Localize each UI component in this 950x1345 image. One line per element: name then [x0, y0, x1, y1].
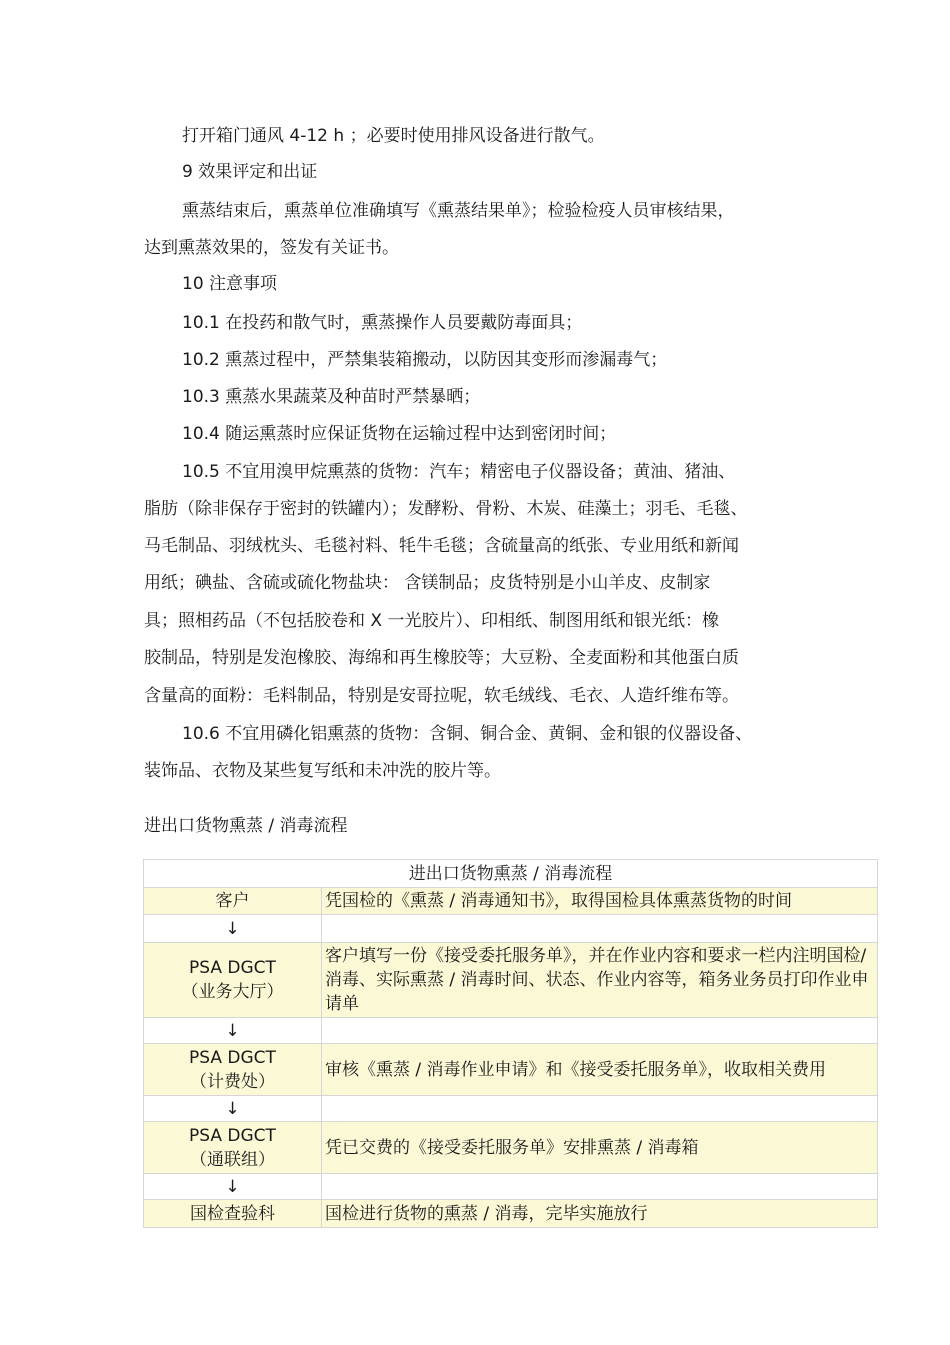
step-inspection: 国检查验科 [144, 1200, 322, 1228]
section-heading-10: 10 注意事项 [182, 274, 278, 294]
note-10-5-line-7: 含量高的面粉：毛料制品，特别是安哥拉呢，软毛绒线、毛衣、人造纤维布等。 [144, 686, 739, 706]
arrow-row [144, 1174, 878, 1200]
step-dept-name: （通联组） [190, 1149, 275, 1170]
step-dept-name: （业务大厅） [181, 982, 284, 1002]
paragraph-ventilation: 打开箱门通风 4-12 h ；必要时使用排风设备进行散气。 [182, 126, 605, 146]
step-dept-name: （计费处） [190, 1071, 275, 1092]
table-row [144, 1122, 878, 1174]
note-10-4: 10.4 随运熏蒸时应保证货物在运输过程中达到密闭时间； [182, 424, 617, 444]
note-10-5-line-2: 脂肪（除非保存于密封的铁罐内）；发酵粉、骨粉、木炭、硅藻土；羽毛、毛毯、 [144, 499, 748, 519]
step-customer-desc: 凭国检的《熏蒸 / 消毒通知书》，取得国检具体熏蒸货物的时间 [322, 888, 878, 915]
table-title-row [144, 860, 878, 888]
note-10-5-line-1: 10.5 不宜用溴甲烷熏蒸的货物：汽车；精密电子仪器设备；黄油、猪油、 [182, 462, 736, 482]
down-arrow-icon: ↓ [144, 915, 322, 943]
step-business-hall-desc: 客户填写一份《接受委托服务单》，并在作业内容和要求一栏内注明国检/ 消毒、实际熏蒸 / 消毒时间、状态、作业内容等，箱务业务员打印作业申请单 [322, 943, 878, 1018]
note-10-1: 10.1 在投药和散气时，熏蒸操作人员要戴防毒面具； [182, 313, 583, 333]
fumigation-flow-table [143, 859, 878, 1228]
paragraph-9-line-2: 达到熏蒸效果的，签发有关证书。 [144, 238, 399, 258]
note-10-5-line-6: 胶制品，特别是发泡橡胶、海绵和再生橡胶等；大豆粉、全麦面粉和其他蛋白质 [144, 648, 739, 668]
step-inspection-desc: 国检进行货物的熏蒸 / 消毒，完毕实施放行 [322, 1200, 878, 1228]
step-liaison [144, 1122, 322, 1174]
note-10-5-line-5: 具；照相药品（不包括胶卷和 X 一光胶片）、印相纸、制图用纸和银光纸：橡 [144, 611, 719, 631]
note-10-2: 10.2 熏蒸过程中，严禁集装箱搬动，以防因其变形而渗漏毒气； [182, 350, 668, 370]
table-row [144, 1044, 878, 1096]
table-row [144, 1200, 878, 1228]
down-arrow-icon: ↓ [144, 1096, 322, 1122]
note-10-3: 10.3 熏蒸水果蔬菜及种苗时严禁暴晒； [182, 387, 481, 407]
flow-section-title: 进出口货物熏蒸 / 消毒流程 [144, 816, 348, 836]
paragraph-9-line-1: 熏蒸结束后，熏蒸单位准确填写《熏蒸结果单》；检验检疫人员审核结果， [182, 201, 735, 221]
step-billing-desc: 审核《熏蒸 / 消毒作业申请》和《接受委托服务单》，收取相关费用 [322, 1044, 878, 1096]
note-10-5-line-4: 用纸；碘盐、含硫或硫化物盐块： 含镁制品；皮货特别是小山羊皮、皮制家 [144, 573, 711, 593]
note-10-5-line-3: 马毛制品、羽绒枕头、毛毯衬料、牦牛毛毯；含硫量高的纸张、专业用纸和新闻 [144, 536, 739, 556]
step-business-hall [144, 943, 322, 1018]
step-org-name: PSA DGCT [189, 1125, 276, 1146]
step-org-name: PSA DGCT [189, 958, 276, 978]
note-10-6-line-2: 装饰品、衣物及某些复写纸和未冲洗的胶片等。 [144, 761, 501, 781]
step-org-name: PSA DGCT [189, 1047, 276, 1068]
arrow-row [144, 915, 878, 943]
section-heading-9: 9 效果评定和出证 [182, 162, 318, 182]
down-arrow-icon: ↓ [144, 1174, 322, 1200]
step-billing [144, 1044, 322, 1096]
note-10-6-line-1: 10.6 不宜用磷化铝熏蒸的货物：含铜、铜合金、黄铜、金和银的仪器设备、 [182, 724, 753, 744]
arrow-row [144, 1096, 878, 1122]
down-arrow-icon: ↓ [144, 1018, 322, 1044]
step-liaison-desc: 凭已交费的《接受委托服务单》安排熏蒸 / 消毒箱 [322, 1122, 878, 1174]
table-row [144, 888, 878, 915]
arrow-row [144, 1018, 878, 1044]
table-title: 进出口货物熏蒸 / 消毒流程 [144, 860, 878, 888]
table-row [144, 943, 878, 1018]
step-customer: 客户 [144, 888, 322, 915]
